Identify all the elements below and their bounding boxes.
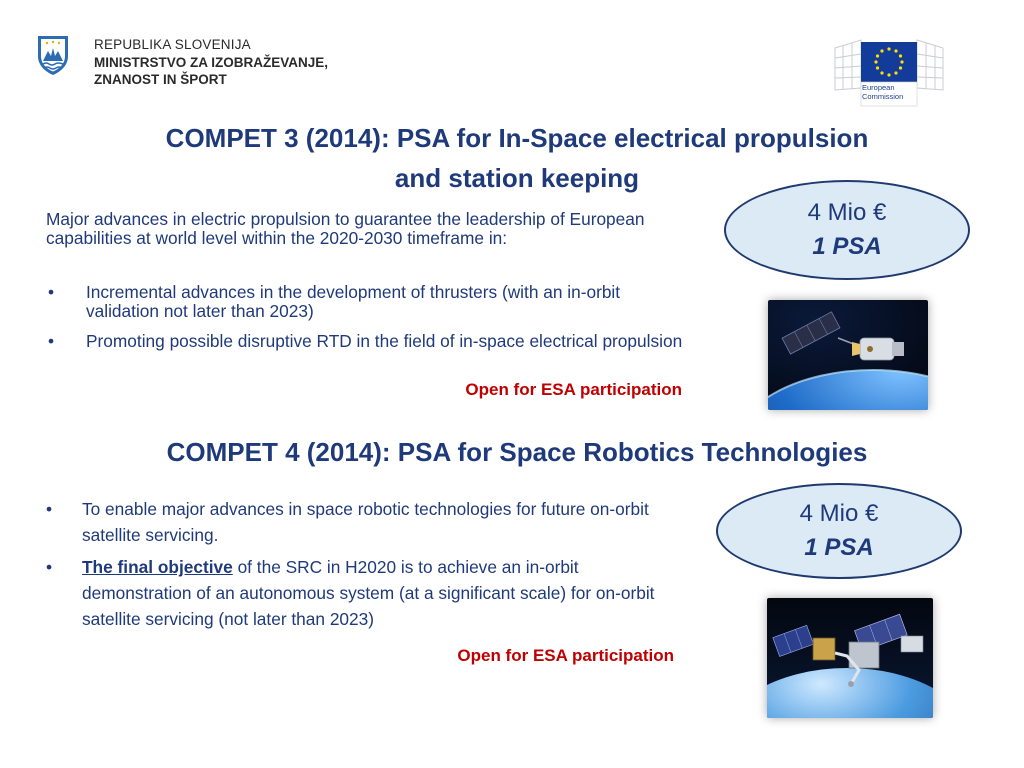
bullet-glyph: • xyxy=(48,331,55,351)
section2-bullet-list xyxy=(46,496,686,638)
budget-psa: 1 PSA xyxy=(804,534,874,561)
bullet-text: of the SRC in H2020 is to achieve an in-orbit demonstration of an autonomous system (at a significant scale) for on-orbit satellite servicing (not later than 2023) xyxy=(82,557,655,629)
bullet-glyph: • xyxy=(48,282,55,302)
ec-logo-text-line-1: European xyxy=(862,83,895,92)
bullet-text: Incremental advances in the development of thrusters (with an in-orbit validation not later than 2023) xyxy=(86,282,621,321)
section2-title: COMPET 4 (2014): PSA for Space Robotics Technologies xyxy=(166,437,868,467)
budget-amount: 4 Mio € xyxy=(807,199,887,226)
list-item xyxy=(46,332,686,351)
ec-logo-text-line-2: Commission xyxy=(862,91,904,101)
section1-bullet-list xyxy=(46,283,686,362)
section2-budget-oval xyxy=(716,483,962,579)
section1-title-line-2: and station keeping xyxy=(394,163,640,193)
ministry-line-2: MINISTRSTVO ZA IZOBRAŽEVANJE, xyxy=(94,54,329,70)
slovenian-coat-of-arms-icon xyxy=(36,34,70,76)
ministry-name xyxy=(94,36,328,89)
section1-intro: Major advances in electric propulsion to guarantee the leadership of European capabilities at world level within the 2020-2030 timeframe in: xyxy=(46,209,645,248)
ministry-line-1: REPUBLIKA SLOVENIJA xyxy=(94,37,251,52)
bullet-text: Promoting possible disruptive RTD in the field of in-space electrical propulsion xyxy=(86,331,683,351)
bullet-text: To enable major advances in space robotic technologies for future on-orbit satellite servicing. xyxy=(82,499,649,545)
section2-open-note: Open for ESA participation xyxy=(457,646,674,665)
satellite-servicing-robot-image xyxy=(767,598,933,718)
bullet-glyph: • xyxy=(46,557,53,577)
list-item xyxy=(46,283,686,321)
budget-psa: 1 PSA xyxy=(812,233,882,260)
section1-open-note: Open for ESA participation xyxy=(465,380,682,399)
list-item xyxy=(46,554,686,632)
section1-title-line-1: COMPET 3 (2014): PSA for In-Space electrical propulsion xyxy=(165,123,869,153)
ec-logo-text xyxy=(862,84,903,101)
spacecraft-electric-propulsion-image xyxy=(768,300,928,410)
ministry-line-3: ZNANOST IN ŠPORT xyxy=(94,72,227,87)
list-item xyxy=(46,496,686,548)
budget-amount: 4 Mio € xyxy=(799,500,879,527)
final-objective-label: The final objective xyxy=(82,557,233,577)
bullet-glyph: • xyxy=(46,499,53,519)
section1-budget-oval xyxy=(724,180,970,280)
